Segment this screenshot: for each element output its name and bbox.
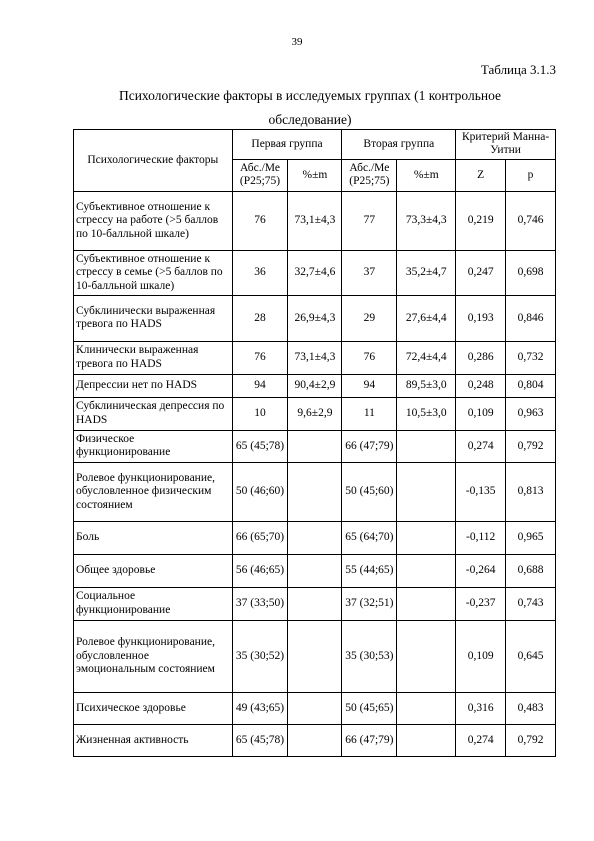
cell-g1-abs: 50 (46;60) bbox=[232, 462, 288, 521]
table-row bbox=[74, 620, 556, 692]
header-group2: Вторая группа bbox=[342, 130, 456, 160]
table-row bbox=[74, 397, 556, 430]
cell-factor: Субклиническая депрессия по HADS bbox=[74, 397, 233, 430]
table-row bbox=[74, 724, 556, 756]
cell-p: 0,792 bbox=[506, 724, 556, 756]
cell-z: -0,135 bbox=[456, 462, 506, 521]
header-z: Z bbox=[456, 159, 506, 191]
table-row bbox=[74, 341, 556, 374]
table-row bbox=[74, 191, 556, 250]
cell-g1-abs: 10 bbox=[232, 397, 288, 430]
table-row bbox=[74, 521, 556, 554]
table-row bbox=[74, 692, 556, 724]
cell-factor: Ролевое функционирование, обусловленное эмоциональным состоянием bbox=[74, 620, 233, 692]
cell-g1-pct bbox=[288, 462, 342, 521]
cell-g2-abs: 37 bbox=[342, 250, 397, 295]
cell-p: 0,645 bbox=[506, 620, 556, 692]
cell-g1-abs: 94 bbox=[232, 374, 288, 397]
cell-z: 0,248 bbox=[456, 374, 506, 397]
cell-g1-pct: 73,1±4,3 bbox=[288, 341, 342, 374]
cell-z: -0,112 bbox=[456, 521, 506, 554]
cell-g1-pct: 9,6±2,9 bbox=[288, 397, 342, 430]
cell-g2-abs: 29 bbox=[342, 295, 397, 341]
cell-factor: Жизненная активность bbox=[74, 724, 233, 756]
cell-g1-abs: 65 (45;78) bbox=[232, 724, 288, 756]
cell-g2-abs: 35 (30;53) bbox=[342, 620, 397, 692]
cell-g2-pct: 10,5±3,0 bbox=[397, 397, 456, 430]
cell-p: 0,743 bbox=[506, 587, 556, 620]
cell-z: 0,316 bbox=[456, 692, 506, 724]
cell-z: 0,109 bbox=[456, 620, 506, 692]
cell-g2-pct bbox=[397, 587, 456, 620]
cell-g1-abs: 56 (46;65) bbox=[232, 554, 288, 587]
cell-g2-pct bbox=[397, 724, 456, 756]
cell-p: 0,746 bbox=[506, 191, 556, 250]
cell-factor: Ролевое функционирование, обусловленное физическим состоянием bbox=[74, 462, 233, 521]
cell-g1-abs: 66 (65;70) bbox=[232, 521, 288, 554]
cell-p: 0,813 bbox=[506, 462, 556, 521]
cell-g1-abs: 28 bbox=[232, 295, 288, 341]
cell-z: 0,247 bbox=[456, 250, 506, 295]
cell-p: 0,792 bbox=[506, 430, 556, 462]
cell-factor: Депрессии нет по HADS bbox=[74, 374, 233, 397]
cell-g2-pct bbox=[397, 620, 456, 692]
cell-z: 0,286 bbox=[456, 341, 506, 374]
cell-g2-abs: 66 (47;79) bbox=[342, 430, 397, 462]
cell-g2-pct bbox=[397, 692, 456, 724]
cell-g1-pct bbox=[288, 554, 342, 587]
cell-z: 0,219 bbox=[456, 191, 506, 250]
header-g1-abs: Абс./Ме (P25;75) bbox=[232, 159, 288, 191]
cell-p: 0,804 bbox=[506, 374, 556, 397]
cell-p: 0,688 bbox=[506, 554, 556, 587]
cell-factor: Субъективное отношение к стрессу на работе (>5 баллов по 10-балльной шкале) bbox=[74, 191, 233, 250]
cell-g2-abs: 11 bbox=[342, 397, 397, 430]
cell-g2-abs: 65 (64;70) bbox=[342, 521, 397, 554]
cell-g1-abs: 76 bbox=[232, 341, 288, 374]
cell-factor: Психическое здоровье bbox=[74, 692, 233, 724]
table-row bbox=[74, 430, 556, 462]
cell-g2-abs: 76 bbox=[342, 341, 397, 374]
table-title: Психологические факторы в исследуемых группах (1 контрольное обследование) bbox=[118, 88, 502, 127]
cell-g1-pct bbox=[288, 692, 342, 724]
cell-g1-pct: 90,4±2,9 bbox=[288, 374, 342, 397]
cell-factor: Субклинически выраженная тревога по HADS bbox=[74, 295, 233, 341]
cell-g1-abs: 76 bbox=[232, 191, 288, 250]
cell-z: 0,109 bbox=[456, 397, 506, 430]
header-factors: Психологические факторы bbox=[74, 130, 233, 192]
header-p: p bbox=[506, 159, 556, 191]
cell-g2-pct: 73,3±4,3 bbox=[397, 191, 456, 250]
cell-factor: Клинически выраженная тревога по HADS bbox=[74, 341, 233, 374]
table-body bbox=[74, 191, 556, 756]
cell-g1-pct: 26,9±4,3 bbox=[288, 295, 342, 341]
cell-g2-pct bbox=[397, 554, 456, 587]
cell-g1-pct bbox=[288, 587, 342, 620]
header-criterion: Критерий Манна-Уитни bbox=[456, 130, 556, 160]
cell-g1-abs: 35 (30;52) bbox=[232, 620, 288, 692]
page-number: 39 bbox=[291, 36, 303, 48]
cell-g1-pct bbox=[288, 724, 342, 756]
cell-g2-pct bbox=[397, 462, 456, 521]
cell-g1-pct bbox=[288, 620, 342, 692]
table-row bbox=[74, 462, 556, 521]
cell-g2-abs: 37 (32;51) bbox=[342, 587, 397, 620]
cell-z: -0,237 bbox=[456, 587, 506, 620]
cell-g2-pct bbox=[397, 521, 456, 554]
table-row bbox=[74, 250, 556, 295]
cell-g2-abs: 55 (44;65) bbox=[342, 554, 397, 587]
cell-g2-pct: 35,2±4,7 bbox=[397, 250, 456, 295]
cell-g1-abs: 36 bbox=[232, 250, 288, 295]
cell-factor: Физическое функционирование bbox=[74, 430, 233, 462]
cell-g1-abs: 37 (33;50) bbox=[232, 587, 288, 620]
cell-z: 0,274 bbox=[456, 430, 506, 462]
cell-factor: Боль bbox=[74, 521, 233, 554]
cell-p: 0,965 bbox=[506, 521, 556, 554]
cell-z: -0,264 bbox=[456, 554, 506, 587]
table-row bbox=[74, 587, 556, 620]
cell-p: 0,963 bbox=[506, 397, 556, 430]
cell-g1-abs: 65 (45;78) bbox=[232, 430, 288, 462]
cell-g2-abs: 66 (47;79) bbox=[342, 724, 397, 756]
data-table bbox=[73, 129, 556, 757]
header-g1-pct: %±m bbox=[288, 159, 342, 191]
cell-g2-pct: 89,5±3,0 bbox=[397, 374, 456, 397]
cell-p: 0,698 bbox=[506, 250, 556, 295]
cell-factor: Общее здоровье bbox=[74, 554, 233, 587]
cell-g1-pct: 32,7±4,6 bbox=[288, 250, 342, 295]
cell-g1-pct bbox=[288, 430, 342, 462]
table-row bbox=[74, 554, 556, 587]
cell-p: 0,483 bbox=[506, 692, 556, 724]
table-row bbox=[74, 374, 556, 397]
cell-g2-abs: 94 bbox=[342, 374, 397, 397]
cell-p: 0,846 bbox=[506, 295, 556, 341]
table-row bbox=[74, 295, 556, 341]
cell-factor: Субъективное отношение к стрессу в семье (>5 баллов по 10-балльной шкале) bbox=[74, 250, 233, 295]
cell-g2-abs: 77 bbox=[342, 191, 397, 250]
cell-g2-pct: 72,4±4,4 bbox=[397, 341, 456, 374]
cell-g1-pct bbox=[288, 521, 342, 554]
header-group1: Первая группа bbox=[232, 130, 342, 160]
header-g2-abs: Абс./Ме (P25;75) bbox=[342, 159, 397, 191]
cell-g2-abs: 50 (45;60) bbox=[342, 462, 397, 521]
cell-g2-pct bbox=[397, 430, 456, 462]
cell-g1-abs: 49 (43;65) bbox=[232, 692, 288, 724]
cell-g2-abs: 50 (45;65) bbox=[342, 692, 397, 724]
cell-g1-pct: 73,1±4,3 bbox=[288, 191, 342, 250]
cell-factor: Социальное функционирование bbox=[74, 587, 233, 620]
table-label: Таблица 3.1.3 bbox=[480, 62, 556, 77]
header-g2-pct: %±m bbox=[397, 159, 456, 191]
cell-p: 0,732 bbox=[506, 341, 556, 374]
cell-z: 0,193 bbox=[456, 295, 506, 341]
cell-g2-pct: 27,6±4,4 bbox=[397, 295, 456, 341]
cell-z: 0,274 bbox=[456, 724, 506, 756]
